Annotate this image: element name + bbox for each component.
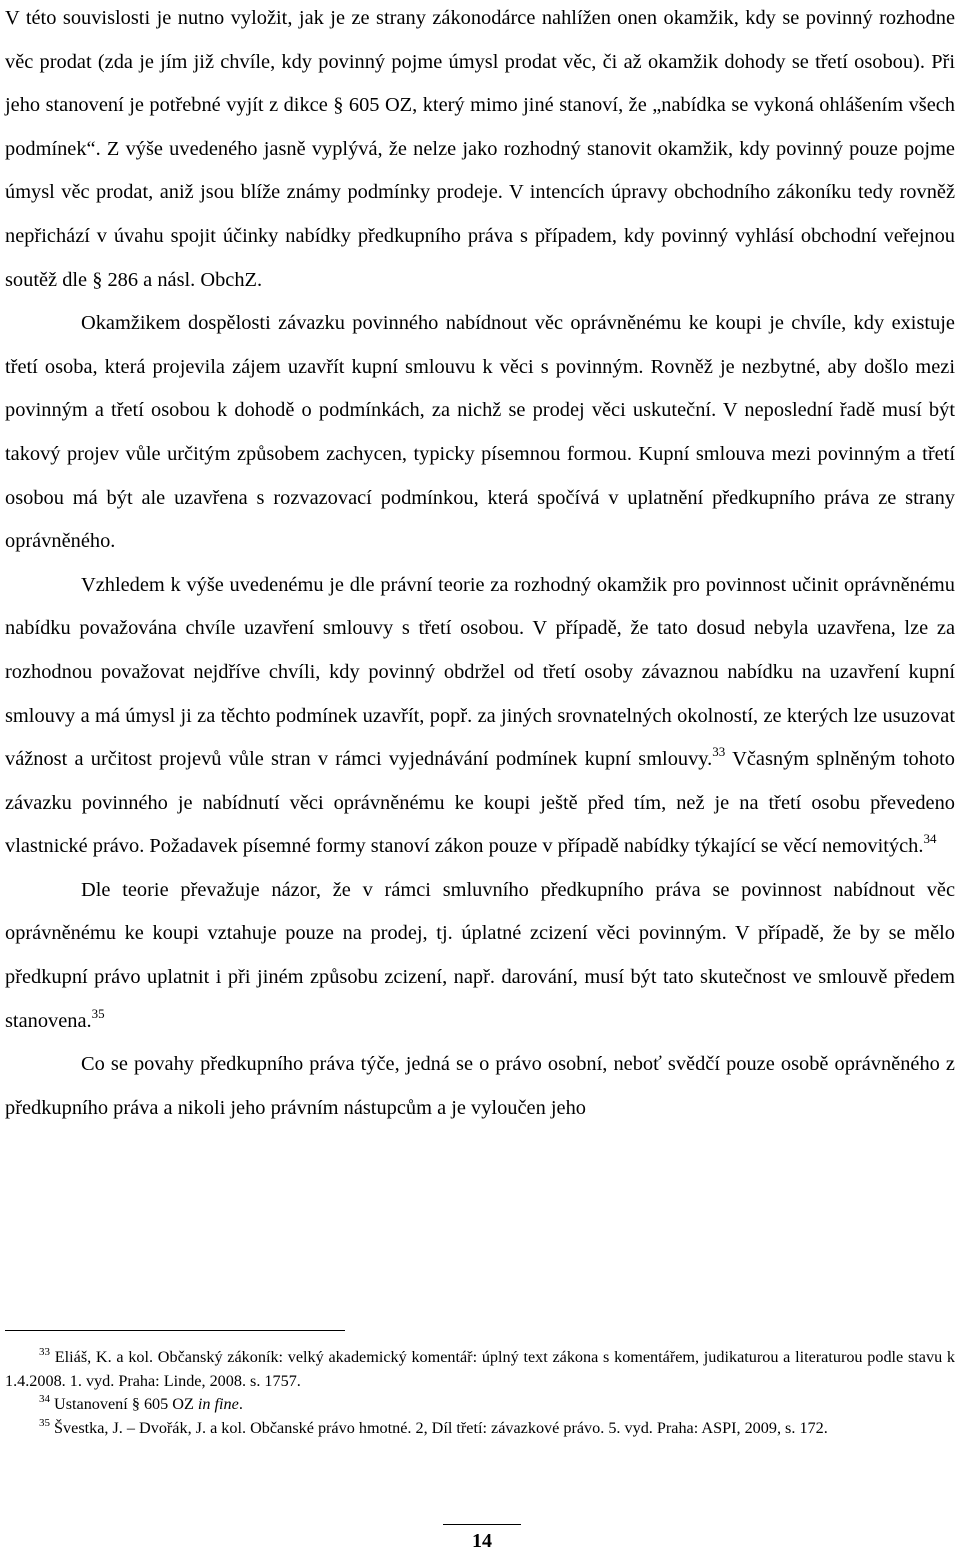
footnote-34: $^{34}$ Ustanovení § 605 OZ in fine. <box>39 1393 243 1413</box>
paragraph-4: Dle teorie převažuje názor, že v rámci smluvního předkupního práva se povinnost nabídnout věc oprávněnému ke koupi vztahuje pouze na prodej, tj. úplatné zcizení věci povinným. V případě, že by se mělo předkupní právo uplatnit i při jiném způsobu zcizení, např. darování, musí být tato skutečnost ve smlouvě předem stanovena.$^{35}$ <box>5 878 955 1032</box>
body-text <box>5 0 955 1130</box>
paragraph-5: Co se povahy předkupního práva týče, jedná se o právo osobní, neboť svědčí pouze osobě oprávněného z předkupního práva a nikoli jeho právním nástupcům a je vyloučen jeho <box>5 1053 955 1119</box>
footnote-separator <box>5 1330 345 1331</box>
paragraph-2: Okamžikem dospělosti závazku povinného nabídnout věc oprávněnému ke koupi je chvíle, kdy existuje třetí osoba, která projevila zájem uzavřít kupní smlouvu k věci s povinným. Rovněž je nezbytné, aby došlo mezi povinným a třetí osobou k dohodě o podmínkách, za nichž se prodej věci uskuteční. V neposlední řadě musí být takový projev vůle určitým způsobem zachycen, typicky písemnou formou. Kupní smlouva mezi povinným a třetí osobou má být ale uzavřena s rozvazovací podmínkou, která spočívá v uplatnění předkupního práva ze strany oprávněného. <box>5 312 955 553</box>
footnote-ref-35[interactable]: 35 <box>91 1005 105 1021</box>
paragraph-1: V této souvislosti je nutno vyložit, jak je ze strany zákonodárce nahlížen onen okamžik, kdy se povinný rozhodne věc prodat (zda je jím již chvíle, kdy povinný pojme úmysl prodat věc, či až okamžik dohody se třetí osobou). Při jeho stanovení je potřebné vyjít z dikce § 605 OZ, který mimo jiné stanoví, že „nabídka se vykoná ohlášením všech podmínek“. Z výše uvedeného jasně vyplývá, že nelze jako rozhodný stanovit okamžik, kdy povinný pouze pojme úmysl věc prodat, aniž jsou blíže známy podmínky prodeje. V intencích úpravy obchodního zákoníku tedy rovněž nepřichází v úvahu spojit účinky nabídky předkupního práva s případem, kdy povinný vyhlásí obchodní veřejnou soutěž dle § 286 a násl. ObchZ. <box>5 7 955 291</box>
footnotes <box>5 1346 955 1440</box>
paragraph-3: Vzhledem k výše uvedenému je dle právní teorie za rozhodný okamžik pro povinnost učinit oprávněnému nabídku považována chvíle uzavření smlouvy s třetí osobou. V případě, že tato dosud nebyla uzavřena, lze za rozhodnou považovat nejdříve chvíli, kdy povinný obdržel od třetí osoby závaznou nabídku na uzavření kupní smlouvy a má úmysl ji za těchto podmínek uzavřít, popř. za jiných srovnatelných okolností, ze kterých lze usuzovat vážnost a určitost projevů vůle stran v rámci vyjednávání podmínek kupní smlouvy.$^{33}$ Včasným splněným tohoto závazku povinného je nabídnutí věci oprávněnému ke koupi ještě před tím, než je na třetí osobu převedeno vlastnické právo. Požadavek písemné formy stanoví zákon pouze v případě nabídky týkající se věcí nemovitých.$^{34}$ <box>5 573 956 858</box>
footnote-33: $^{33}$ Eliáš, K. a kol. Občanský zákoník: velký akademický komentář: úplný text zákona s komentářem, judikaturou a literaturou podle stavu k 1.4.2008. 1. vyd. Praha: Linde, 2008. s. 1757. <box>5 1346 956 1390</box>
footnote-35: $^{35}$ Švestka, J. – Dvořák, J. a kol. Občanské právo hmotné. 2, Díl třetí: závazkové právo. 5. vyd. Praha: ASPI, 2009, s. 172. <box>39 1416 828 1437</box>
page-number: 14 <box>472 1530 492 1552</box>
page-number-rule <box>443 1524 521 1525</box>
footnote-ref-33[interactable]: 33 <box>712 744 726 760</box>
footnote-ref-34[interactable]: 34 <box>923 831 937 847</box>
